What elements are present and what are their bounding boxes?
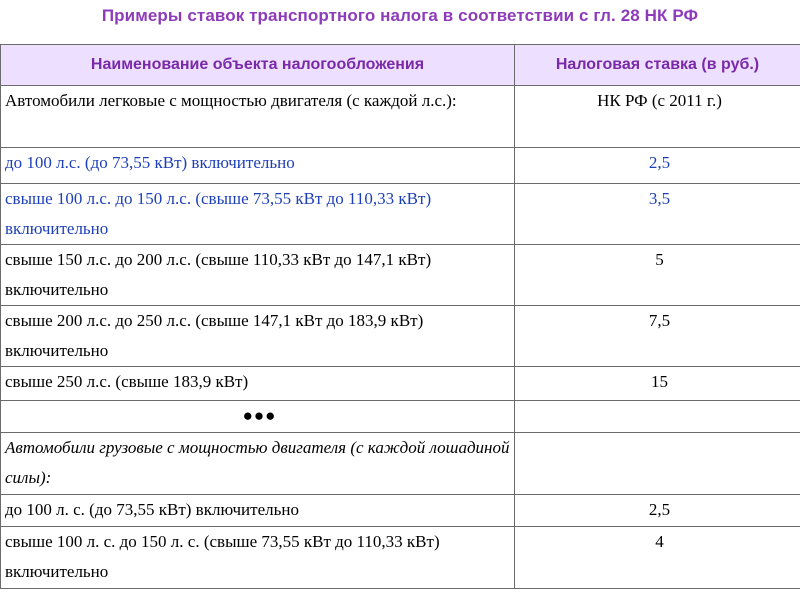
- tax-rate-table: [0, 44, 800, 589]
- table-row: [1, 433, 800, 495]
- rate-cell: 2,5: [515, 148, 800, 184]
- table-row: [1, 245, 800, 306]
- table-row: [1, 527, 800, 589]
- ellipsis-dots: ●●●: [1, 401, 515, 433]
- rate-cell: [515, 433, 800, 495]
- rate-cell: 3,5: [515, 184, 800, 245]
- object-cell: Автомобили грузовые с мощностью двигателя (с каждой лошадиной силы):: [1, 433, 515, 495]
- object-cell: до 100 л.с. (до 73,55 кВт) включительно: [1, 148, 515, 184]
- header-object: Наименование объекта налогообложения: [1, 45, 515, 86]
- object-cell: свыше 200 л.с. до 250 л.с. (свыше 147,1 кВт до 183,9 кВт) включительно: [1, 306, 515, 367]
- object-cell: свыше 100 л. с. до 150 л. с. (свыше 73,55 кВт до 110,33 кВт) включительно: [1, 527, 515, 589]
- rate-cell: 2,5: [515, 495, 800, 527]
- table-row: [1, 184, 800, 245]
- object-cell: до 100 л. с. (до 73,55 кВт) включительно: [1, 495, 515, 527]
- object-cell: свыше 150 л.с. до 200 л.с. (свыше 110,33 кВт до 147,1 кВт) включительно: [1, 245, 515, 306]
- header-rate: Налоговая ставка (в руб.): [515, 45, 800, 86]
- table-header-row: [1, 45, 800, 86]
- table-row: [1, 401, 800, 433]
- rate-cell: 5: [515, 245, 800, 306]
- page-title: Примеры ставок транспортного налога в соответствии с гл. 28 НК РФ: [101, 6, 699, 25]
- rate-cell: 15: [515, 367, 800, 401]
- table-row: [1, 367, 800, 401]
- rate-cell: [515, 401, 800, 433]
- object-cell: свыше 100 л.с. до 150 л.с. (свыше 73,55 кВт до 110,33 кВт) включительно: [1, 184, 515, 245]
- rate-cell: НК РФ (с 2011 г.): [515, 86, 800, 148]
- object-cell: свыше 250 л.с. (свыше 183,9 кВт): [1, 367, 515, 401]
- table-row: [1, 86, 800, 148]
- rate-cell: 7,5: [515, 306, 800, 367]
- object-cell: Автомобили легковые с мощностью двигателя (с каждой л.с.):: [1, 86, 515, 148]
- table-row: [1, 495, 800, 527]
- table-row: [1, 306, 800, 367]
- rate-cell: 4: [515, 527, 800, 589]
- table-row: [1, 148, 800, 184]
